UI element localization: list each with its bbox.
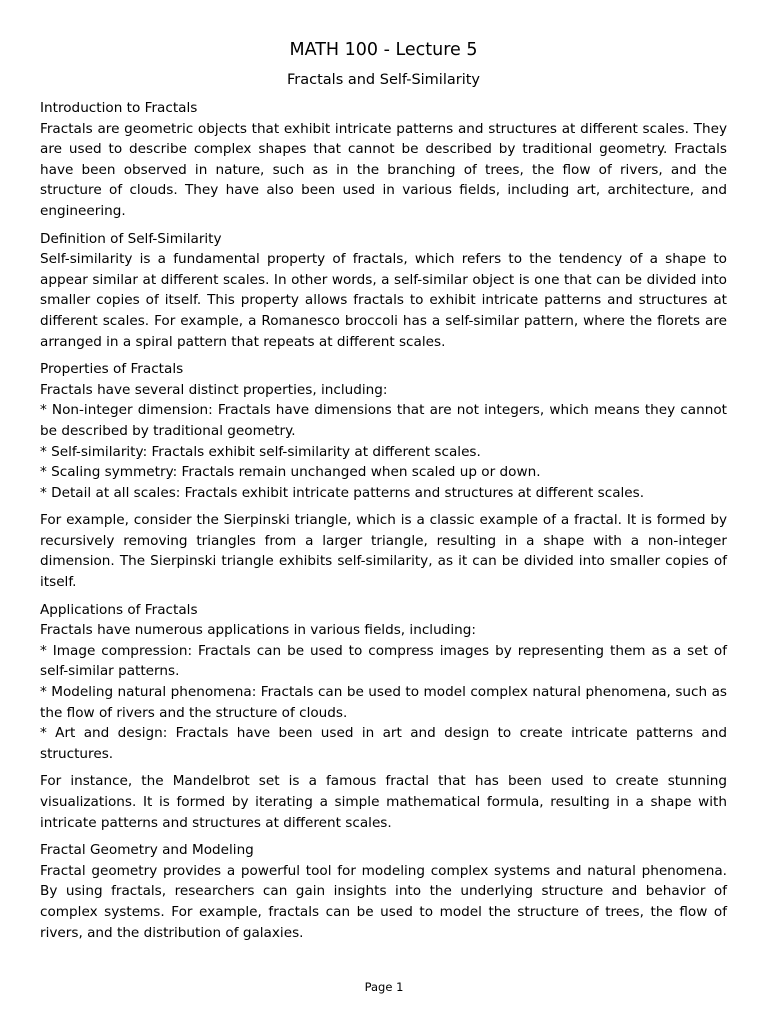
document-page	[40, 38, 727, 950]
list-item: * Art and design: Fractals have been used in art and design to create intricate patterns and structures.	[40, 725, 727, 762]
paragraph: For instance, the Mandelbrot set is a famous fractal that has been used to create stunning visualizations. It is formed by iterating a simple mathematical formula, resulting in a shape with intricate patterns and structures at different scales.	[40, 773, 727, 831]
paragraph: Fractals have numerous applications in various fields, including:	[40, 622, 476, 639]
paragraph: Self-similarity is a fundamental property of fractals, which refers to the tendency of a shape to appear similar at different scales. In other words, a self-similar object is one that can be divided into smaller copies of itself. This property allows fractals to exhibit intricate patterns and structures at different scales. For example, a Romanesco broccoli has a self-similar pattern, where the florets are arranged in a spiral pattern that repeats at different scales.	[40, 251, 727, 350]
section-sierpinski-example	[40, 510, 727, 592]
list-item: * Self-similarity: Fractals exhibit self-similarity at different scales.	[40, 443, 481, 460]
document-title: MATH 100 - Lecture 5	[289, 40, 478, 60]
paragraph: Fractals are geometric objects that exhibit intricate patterns and structures at different scales. They are used to describe complex shapes that cannot be described by traditional geometry. Fractals have been observed in nature, such as in the branching of trees, the flow of rivers, and the structure of clouds. They have also been used in various fields, including art, architecture, and engineering.	[40, 120, 727, 219]
list-item: * Modeling natural phenomena: Fractals can be used to model complex natural phenomena, such as the flow of rivers and the structure of clouds.	[40, 684, 727, 721]
list-item: * Non-integer dimension: Fractals have dimensions that are not integers, which means they cannot be described by traditional geometry.	[40, 402, 727, 439]
page-number: Page 1	[364, 980, 404, 994]
section-heading: Applications of Fractals	[40, 601, 198, 618]
section-applications	[40, 600, 727, 765]
section-self-similarity	[40, 229, 727, 353]
paragraph: Fractals have several distinct properties, including:	[40, 381, 388, 398]
section-properties	[40, 359, 727, 503]
list-item: * Scaling symmetry: Fractals remain unchanged when scaled up or down.	[40, 464, 541, 481]
paragraph: For example, consider the Sierpinski triangle, which is a classic example of a fractal. It is formed by recursively removing triangles from a larger triangle, resulting in a shape with a non-integer dimension. The Sierpinski triangle exhibits self-similarity, as it can be divided into smaller copies of itself.	[40, 512, 727, 591]
list-item: * Detail at all scales: Fractals exhibit intricate patterns and structures at different scales.	[40, 484, 645, 501]
section-fractal-geometry	[40, 840, 727, 943]
section-heading: Introduction to Fractals	[40, 100, 198, 116]
paragraph: Fractal geometry provides a powerful tool for modeling complex systems and natural phenomena. By using fractals, researchers can gain insights into the underlying structure and behavior of complex systems. For example, fractals can be used to model the structure of trees, the flow of rivers, and the distribution of galaxies.	[40, 862, 727, 941]
document-subtitle: Fractals and Self-Similarity	[286, 72, 480, 88]
section-heading: Fractal Geometry and Modeling	[40, 842, 254, 859]
section-heading: Definition of Self-Similarity	[40, 230, 222, 247]
section-introduction	[40, 98, 727, 222]
section-mandelbrot-example	[40, 771, 727, 833]
list-item: * Image compression: Fractals can be used to compress images by representing them as a set of self-similar patterns.	[40, 642, 727, 680]
section-heading: Properties of Fractals	[40, 361, 184, 378]
